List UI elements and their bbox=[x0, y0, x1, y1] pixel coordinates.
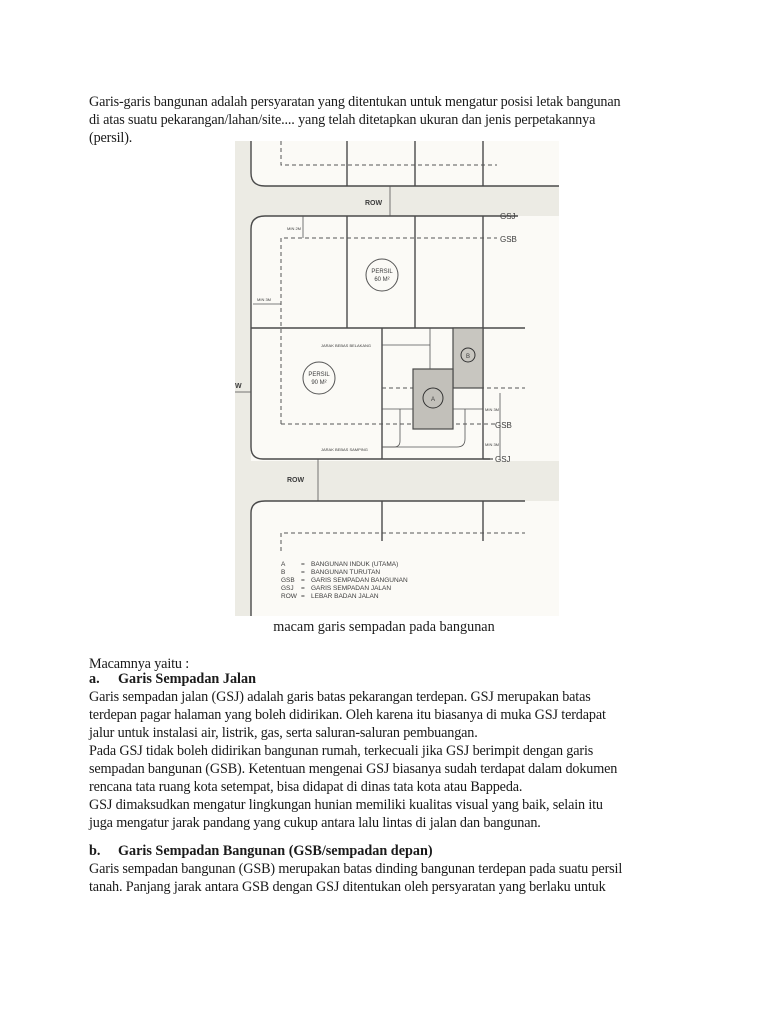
legend-sep: = bbox=[301, 593, 305, 600]
site-plan-diagram bbox=[235, 141, 559, 616]
jarak-samping-label: JARAK BEBAS SAMPING bbox=[321, 447, 368, 452]
text-line: Macamnya yaitu : bbox=[89, 656, 190, 672]
section-b-body bbox=[89, 860, 689, 896]
persil-60-label-1: PERSIL bbox=[371, 269, 393, 275]
building-a-label: A bbox=[430, 397, 436, 403]
legend-sep: = bbox=[301, 561, 305, 568]
site-plan-figure bbox=[235, 141, 559, 616]
gsj-top-label: GSJ bbox=[500, 212, 516, 221]
min-left-label: MIN 3M bbox=[257, 297, 271, 302]
section-b-heading bbox=[89, 842, 433, 860]
intro-paragraph bbox=[89, 93, 689, 147]
min-right-label-2: MIN 3M bbox=[485, 442, 499, 447]
text-line: rencana tata ruang kota setempat, bisa didapat di dinas tata kota atau Bappeda. bbox=[89, 779, 523, 795]
legend-value: BANGUNAN TURUTAN bbox=[311, 569, 381, 576]
legend-sep: = bbox=[301, 577, 305, 584]
jarak-belakang-label: JARAK BEBAS BELAKANG bbox=[321, 343, 372, 348]
text-line: sempadan bangunan (GSB). Ketentuan mengenai GSJ biasanya sudah terdapat dalam dokumen bbox=[89, 761, 618, 777]
persil-90-label-2: 90 M² bbox=[311, 380, 327, 386]
legend-sep: = bbox=[301, 569, 305, 576]
legend-value: BANGUNAN INDUK (UTAMA) bbox=[311, 561, 399, 568]
row-left-label: W bbox=[235, 383, 242, 390]
text-line: (persil). bbox=[89, 130, 133, 146]
gsb-top-label: GSB bbox=[500, 235, 517, 244]
min-top-label: MIN 2M bbox=[287, 226, 301, 231]
section-a-heading bbox=[89, 670, 256, 688]
row-top-label: ROW bbox=[365, 200, 383, 207]
gsb-bottom-label: GSB bbox=[495, 421, 512, 430]
section-a-title: Garis Sempadan Jalan bbox=[118, 671, 256, 687]
legend-value: LEBAR BADAN JALAN bbox=[311, 593, 379, 600]
legend-key: A bbox=[281, 561, 286, 568]
text-line: Garis sempadan bangunan (GSB) merupakan batas dinding bangunan terdepan pada suatu persil bbox=[89, 861, 623, 877]
gsj-bottom-label: GSJ bbox=[495, 455, 511, 464]
text-line: Garis-garis bangunan adalah persyaratan yang ditentukan untuk mengatur posisi letak bangunan bbox=[89, 94, 621, 110]
text-line: juga mengatur jarak pandang yang cukup antara lalu lintas di jalan dan bangunan. bbox=[89, 815, 541, 831]
legend-value: GARIS SEMPADAN JALAN bbox=[311, 585, 392, 592]
section-b-title: Garis Sempadan Bangunan (GSB/sempadan depan) bbox=[118, 843, 433, 859]
section-b-marker: b. bbox=[89, 843, 101, 859]
legend-key: ROW bbox=[281, 593, 297, 600]
figure-caption: macam garis sempadan pada bangunan bbox=[273, 619, 495, 635]
legend-key: GSJ bbox=[281, 585, 294, 592]
text-line: tanah. Panjang jarak antara GSB dengan GSJ ditentukan oleh persyaratan yang berlaku untuk bbox=[89, 879, 606, 895]
legend-value: GARIS SEMPADAN BANGUNAN bbox=[311, 577, 408, 584]
text-line: di atas suatu pekarangan/lahan/site.... yang telah ditetapkan ukuran dan jenis perpetakannya bbox=[89, 112, 596, 128]
legend-key: B bbox=[281, 569, 286, 576]
min-right-label-1: MIN 3M bbox=[485, 407, 499, 412]
text-line: Pada GSJ tidak boleh didirikan bangunan rumah, terkecuali jika GSJ berimpit dengan garis bbox=[89, 743, 594, 759]
building-b-label: B bbox=[465, 354, 471, 360]
text-line: jalur untuk instalasi air, listrik, gas, serta saluran-saluran pembuangan. bbox=[89, 725, 478, 741]
text-line: terdepan pagar halaman yang boleh didirikan. Oleh karena itu biasanya di muka GSJ terdapat bbox=[89, 707, 606, 723]
legend-sep: = bbox=[301, 585, 305, 592]
text-line: GSJ dimaksudkan mengatur lingkungan hunian memiliki kualitas visual yang baik, selain itu bbox=[89, 797, 603, 813]
section-a-marker: a. bbox=[89, 671, 100, 687]
row-bottom-label: ROW bbox=[287, 477, 305, 484]
persil-60-label-2: 60 M² bbox=[374, 277, 390, 283]
persil-90-label-1: PERSIL bbox=[308, 372, 330, 378]
text-line: Garis sempadan jalan (GSJ) adalah garis batas pekarangan terdepan. GSJ merupakan batas bbox=[89, 689, 591, 705]
section-a-body bbox=[89, 688, 689, 832]
legend-key: GSB bbox=[281, 577, 295, 584]
